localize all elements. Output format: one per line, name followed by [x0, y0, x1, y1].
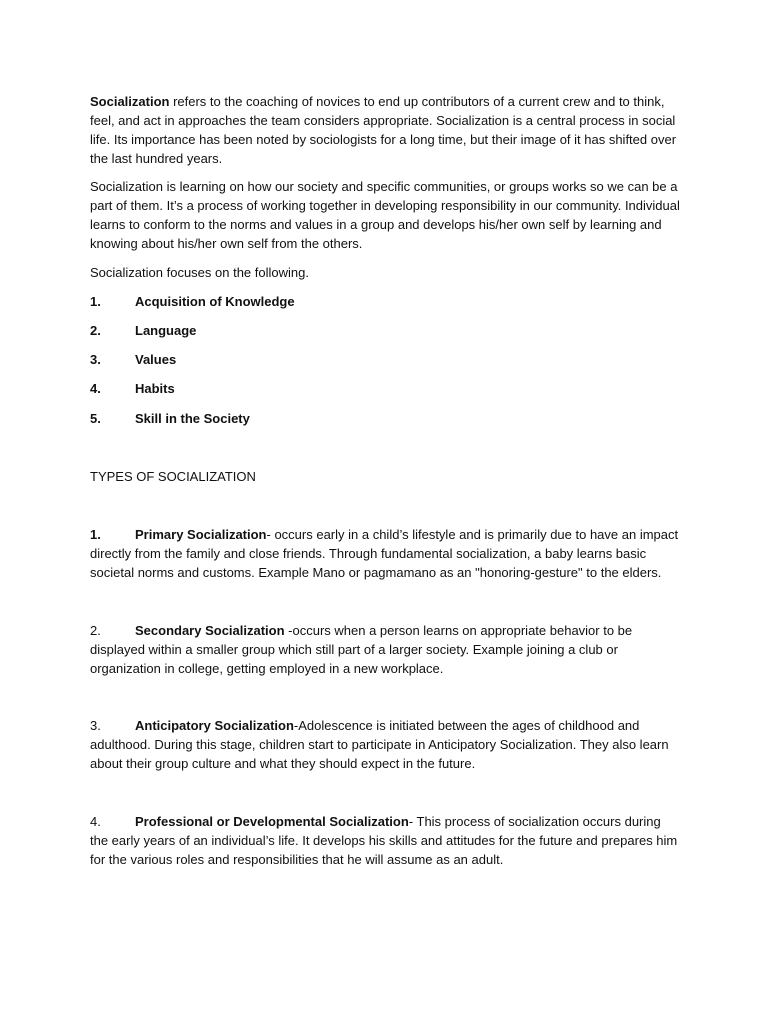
- type-item-primary: [90, 525, 680, 582]
- type-title: Anticipatory Socialization: [135, 718, 294, 733]
- intro-paragraph-3: Socialization focuses on the following.: [90, 265, 309, 280]
- list-item-label: Habits: [135, 381, 175, 396]
- list-item-label: Skill in the Society: [135, 411, 250, 426]
- list-item-label: Acquisition of Knowledge: [135, 294, 295, 309]
- type-item-anticipatory: [90, 716, 680, 773]
- list-item-number: 2.: [90, 323, 101, 338]
- intro-paragraph-1: [90, 92, 680, 168]
- type-item-professional: [90, 812, 680, 869]
- type-description: - occurs early in a child’s lifestyle and is primarily due to have an impact directly from the family and close friends. Through fundamental socialization, a baby learns basic societal norms and customs. Example Mano or pagmamano as an "honoring-gesture" to the elders.: [90, 527, 679, 580]
- type-number: 1.: [90, 527, 101, 542]
- list-item-label: Values: [135, 352, 177, 367]
- list-item: [90, 321, 680, 340]
- list-item-number: 3.: [90, 352, 101, 367]
- type-number: 2.: [90, 623, 101, 638]
- type-description: -Adolescence is initiated between the ages of childhood and adulthood. During this stage, children start to participate in Anticipatory Socialization. They also learn about their group culture and what they should expect in the future.: [90, 718, 669, 771]
- list-item-number: 1.: [90, 294, 101, 309]
- list-item-label: Language: [135, 323, 197, 338]
- type-item-secondary: [90, 621, 680, 678]
- type-number: 3.: [90, 718, 101, 733]
- type-title: Secondary Socialization: [135, 623, 285, 638]
- list-item: [90, 350, 680, 369]
- list-item-number: 5.: [90, 411, 101, 426]
- intro-paragraph-1-text: refers to the coaching of novices to end up contributors of a current crew and to think, feel, and act in approaches the team considers appropriate. Socialization is a central process in social life. Its importance has been noted by sociologists for a long time, but their image of it has shifted over the last hundred years.: [90, 94, 677, 166]
- type-description: -occurs when a person learns on appropriate behavior to be displayed within a smaller group which still part of a larger society. Example joining a club or organization in college, getting employed in a new workplace.: [90, 623, 633, 676]
- list-item: [90, 379, 680, 398]
- type-title: Professional or Developmental Socialization: [135, 814, 409, 829]
- list-item-number: 4.: [90, 381, 101, 396]
- type-number: 4.: [90, 814, 101, 829]
- section-heading: TYPES OF SOCIALIZATION: [90, 469, 256, 484]
- intro-paragraph-2: Socialization is learning on how our society and specific communities, or groups works so we can be a part of them. It’s a process of working together in developing responsibility in our community. Individual learns to conform to the norms and values in a group and develops his/her own self by learning and knowing about his/her own self from the others.: [90, 179, 680, 251]
- intro-term: Socialization: [90, 94, 170, 109]
- type-description: - This process of socialization occurs during the early years of an individual’s life. It develops his skills and attitudes for the future and prepares him for the various roles and responsibilities that he will assume as an adult.: [90, 814, 678, 867]
- list-item: [90, 409, 680, 428]
- list-item: [90, 292, 680, 311]
- type-title: Primary Socialization: [135, 527, 267, 542]
